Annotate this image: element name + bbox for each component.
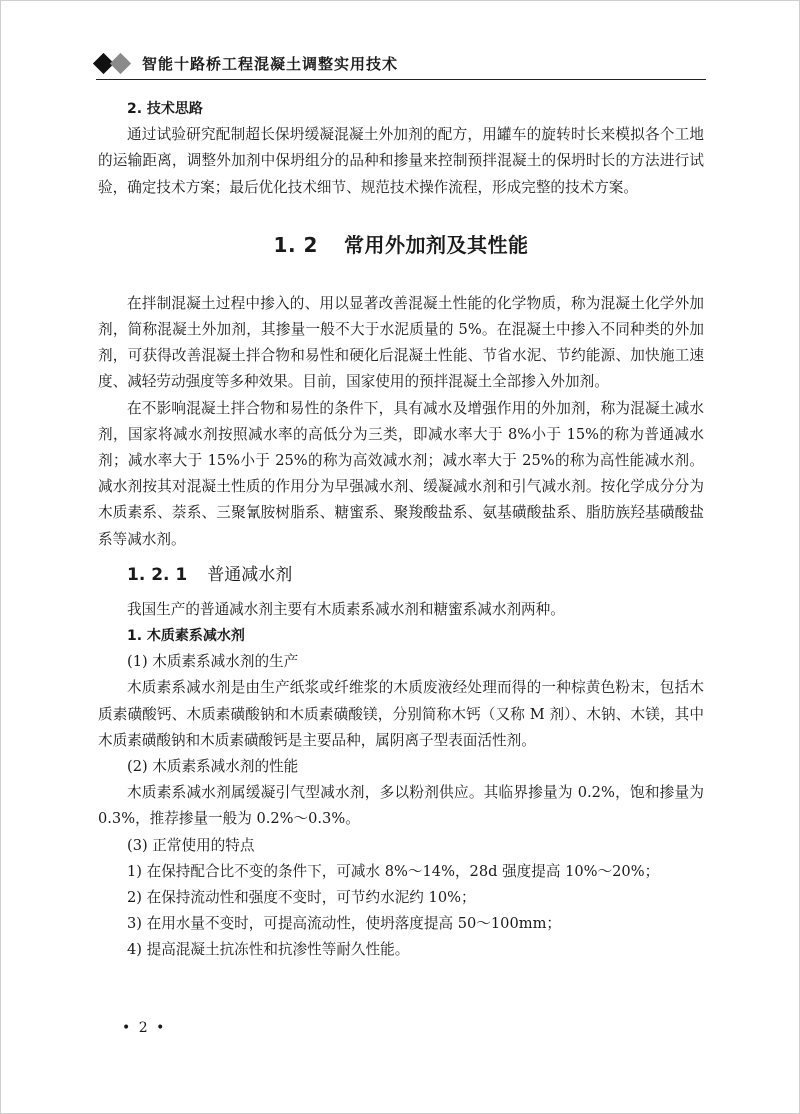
- list-item: 4) 提高混凝土抗冻性和抗渗性等耐久性能。: [127, 941, 410, 959]
- section-number: 1. 2: [273, 232, 318, 257]
- section-title: 常用外加剂及其性能: [343, 232, 529, 257]
- tech-route-paragraph: 通过试验研究配制超长保坍缓凝混凝土外加剂的配方，用罐车的旋转时长来模拟各个工地的运输距离，调整外加剂中保坍组分的品种和掺量来控制预拌混凝土的保坍时长的方法进行试验，确定技术方案；最后优化技术细节、规范技术操作流程，形成完整的技术方案。: [98, 126, 704, 196]
- subsection-heading-1-2-1: [127, 563, 704, 587]
- paragraph: 在拌制混凝土过程中掺入的、用以显著改善混凝土性能的化学物质，称为混凝土化学外加剂，简称混凝土外加剂，其掺量一般不大于水泥质量的 5%。在混凝土中掺入不同种类的外加剂，可获得改善混凝土拌合物和易性和硬化后混凝土性能、节省水泥、节约能源、加快施工速度、减轻劳动强度等多种效果。目前，国家使用的预拌混凝土全部掺入外加剂。: [98, 294, 704, 391]
- tech-route-heading: 2. 技术思路: [127, 101, 203, 117]
- list-item: 1) 在保持配合比不变的条件下，可减水 8%～14%，28d 强度提高 10%～20%；: [127, 862, 660, 880]
- paragraph: 木质素系减水剂属缓凝引气型减水剂，多以粉剂供应。其临界掺量为 0.2%，饱和掺量为 0.3%，推荐掺量一般为 0.2%～0.3%。: [98, 784, 704, 828]
- gray-diamond-icon: [110, 53, 131, 74]
- subsection-number: 1. 2. 1: [127, 564, 188, 585]
- page-number: • 2 •: [122, 1020, 167, 1036]
- section-heading-1-2: [98, 232, 704, 258]
- item-heading: (3) 正常使用的特点: [127, 836, 255, 854]
- sub-heading: 1. 木质素系减水剂: [127, 628, 245, 645]
- page-content: [98, 96, 704, 964]
- header-rule: [96, 79, 706, 80]
- paragraph: 我国生产的普通减水剂主要有木质素系减水剂和糖蜜系减水剂两种。: [127, 600, 565, 618]
- list-item: 3) 在用水量不变时，可提高流动性，使坍落度提高 50～100mm；: [127, 915, 562, 933]
- running-header: [96, 52, 706, 76]
- list-item: 2) 在保持流动性和强度不变时，可节约水泥约 10%；: [127, 889, 476, 907]
- item-heading: (2) 木质素系减水剂的性能: [127, 758, 299, 776]
- header-title: 智能十路桥工程混凝土调整实用技术: [142, 55, 399, 73]
- paragraph: 木质素系减水剂是由生产纸浆或纤维浆的木质废液经处理而得的一种棕黄色粉末，包括木质素磺酸钙、木质素磺酸钠和木质素磺酸镁，分别简称木钙（又称 M 剂）、木钠、木镁，其中木质素磺酸钠和木质素磺酸钙是主要品种，属阴离子型表面活性剂。: [98, 679, 704, 749]
- item-heading: (1) 木质素系减水剂的生产: [127, 653, 299, 671]
- subsection-title: 普通减水剂: [207, 564, 293, 585]
- paragraph: 在不影响混凝土拌合物和易性的条件下，具有减水及增强作用的外加剂，称为混凝土减水剂，国家将减水剂按照减水率的高低分为三类，即减水率大于 8%小于 15%的称为普通减水剂；减水率大于 15%小于 25%的称为高效减水剂；减水率大于 25%的称为高性能减水剂。减水剂按其对混凝土性质的作用分为早强减水剂、缓凝减水剂和引气减水剂。按化学成分分为木质素系、萘系、三聚氰胺树脂系、糖蜜系、聚羧酸盐系、氨基磺酸盐系、脂肪族羟基磺酸盐系等减水剂。: [98, 399, 704, 548]
